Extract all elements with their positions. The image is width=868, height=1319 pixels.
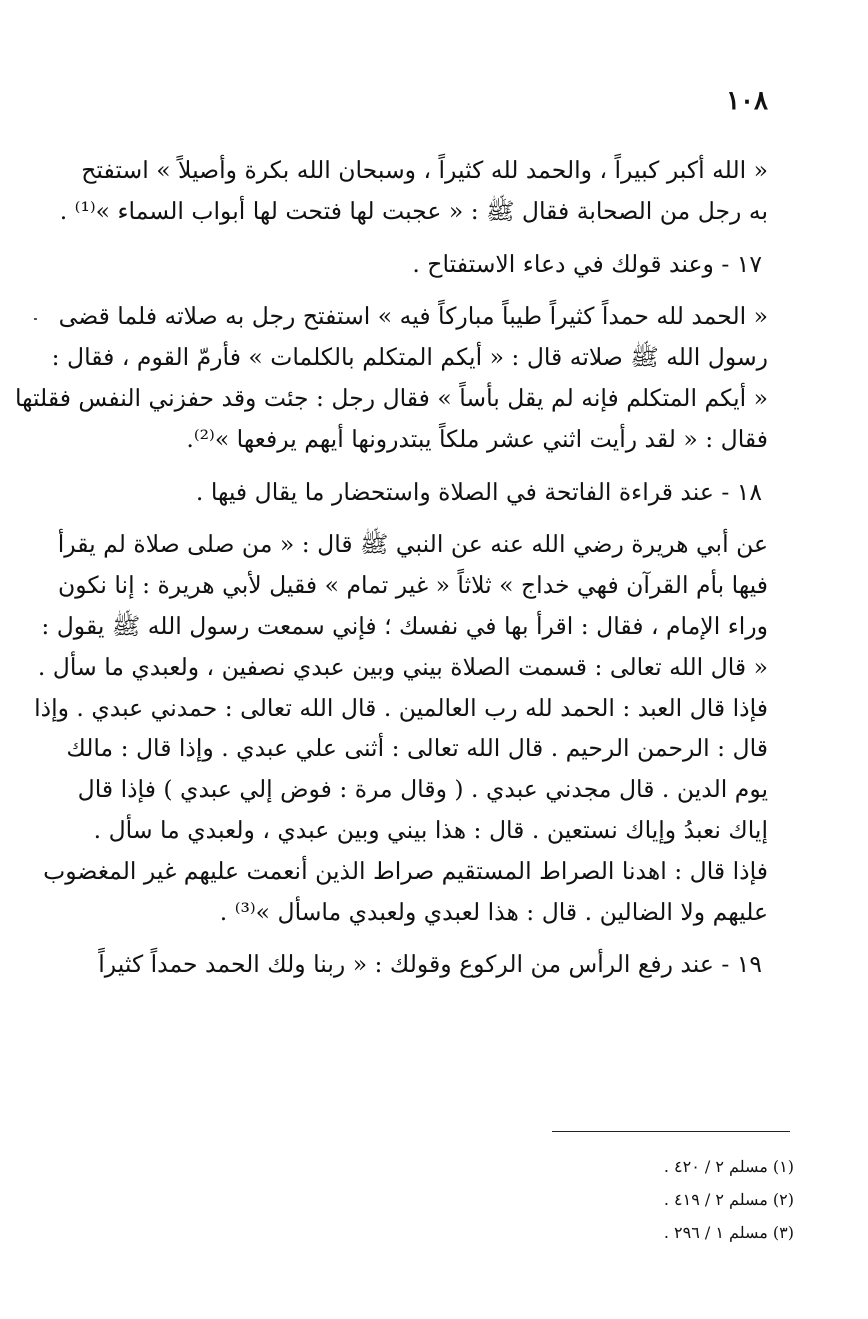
text-line: وراء الإمام ، فقال : اقرأ بها في نفسك ؛ فإني سمعت رسول الله ﷺ يقول : (41, 611, 768, 640)
paragraph-gap (98, 284, 768, 296)
footnote-3: (٣) مسلم ١ / ٢٩٦ . (663, 1223, 794, 1242)
paragraph (14, 296, 768, 459)
text-line: رسول الله ﷺ صلاته قال : « أيكم المتكلم بالكلمات » فأرمّ القوم ، فقال : (51, 343, 768, 372)
paragraph (34, 524, 768, 932)
text-line: فيها بأم القرآن فهي خداج » ثلاثاً « غير تمام » فقيل لأبي هريرة : إنا نكون (58, 571, 768, 600)
page-number: ١٠٨ (726, 86, 768, 116)
text-line: « أيكم المتكلم فإنه لم يقل بأساً » فقال رجل : جئت وقد حفزني النفس فقلتها (14, 383, 768, 412)
text-line: قال : الرحمن الرحيم . قال الله تعالى : أثنى علي عبدي . وإذا قال : مالك (66, 734, 768, 763)
paragraph-gap (98, 512, 768, 524)
heading-line: ١٧ - وعند قولك في دعاء الاستفتاح . (412, 249, 762, 278)
text-line: « قال الله تعالى : قسمت الصلاة بيني وبين عبدي نصفين ، ولعبدي ما سأل . (37, 652, 768, 681)
section-heading (98, 244, 768, 285)
text-line: عليهم ولا الضالين . قال : هذا لعبدي ولعبدي ماسأل »⁽³⁾ . (219, 897, 768, 926)
footnotes (494, 1150, 794, 1249)
text-line: فإذا قال العبد : الحمد لله رب العالمين . قال الله تعالى : حمدني عبدي . وإذا (34, 693, 768, 722)
paragraph-gap (98, 932, 768, 944)
text-line: « الله أكبر كبيراً ، والحمد لله كثيراً ، وسبحان الله بكرة وأصيلاً » استفتح (81, 156, 768, 184)
heading-line: ١٨ - عند قراءة الفاتحة في الصلاة واستحضار ما يقال فيها . (195, 477, 762, 506)
paragraph-gap (98, 232, 768, 244)
footnote-2: (٢) مسلم ٢ / ٤١٩ . (663, 1190, 794, 1209)
section-heading (98, 944, 768, 985)
main-text (14, 150, 768, 985)
text-line: به رجل من الصحابة فقال ﷺ : « عجبت لها فتحت لها أبواب السماء »⁽¹⁾ . (59, 196, 768, 225)
text-line: يوم الدين . قال مجدني عبدي . ( وقال مرة : فوض إلي عبدي ) فإذا قال (77, 775, 768, 804)
paragraph-gap (98, 460, 768, 472)
footnote-1: (١) مسلم ٢ / ٤٢٠ . (663, 1157, 794, 1176)
text-line: فقال : « لقد رأيت اثني عشر ملكاً يبتدرونها أيهم يرفعها »⁽²⁾. (186, 424, 768, 453)
text-line: فإذا قال : اهدنا الصراط المستقيم صراط الذين أنعمت عليهم غير المغضوب (43, 856, 768, 885)
section-heading (98, 472, 768, 513)
margin-mark (34, 318, 37, 320)
text-line: إياك نعبدُ وإياك نستعين . قال : هذا بيني وبين عبدي ، ولعبدي ما سأل . (93, 815, 768, 844)
footnote-separator (552, 1131, 790, 1132)
text-line: عن أبي هريرة رضي الله عنه عن النبي ﷺ قال : « من صلى صلاة لم يقرأ (57, 530, 768, 559)
text-line: « الحمد لله حمداً كثيراً طيباً مباركاً فيه » استفتح رجل به صلاته فلما قضى (58, 302, 768, 331)
heading-line: ١٩ - عند رفع الرأس من الركوع وقولك : « ربنا ولك الحمد حمداً كثيراً (98, 950, 762, 979)
paragraph (59, 150, 768, 232)
